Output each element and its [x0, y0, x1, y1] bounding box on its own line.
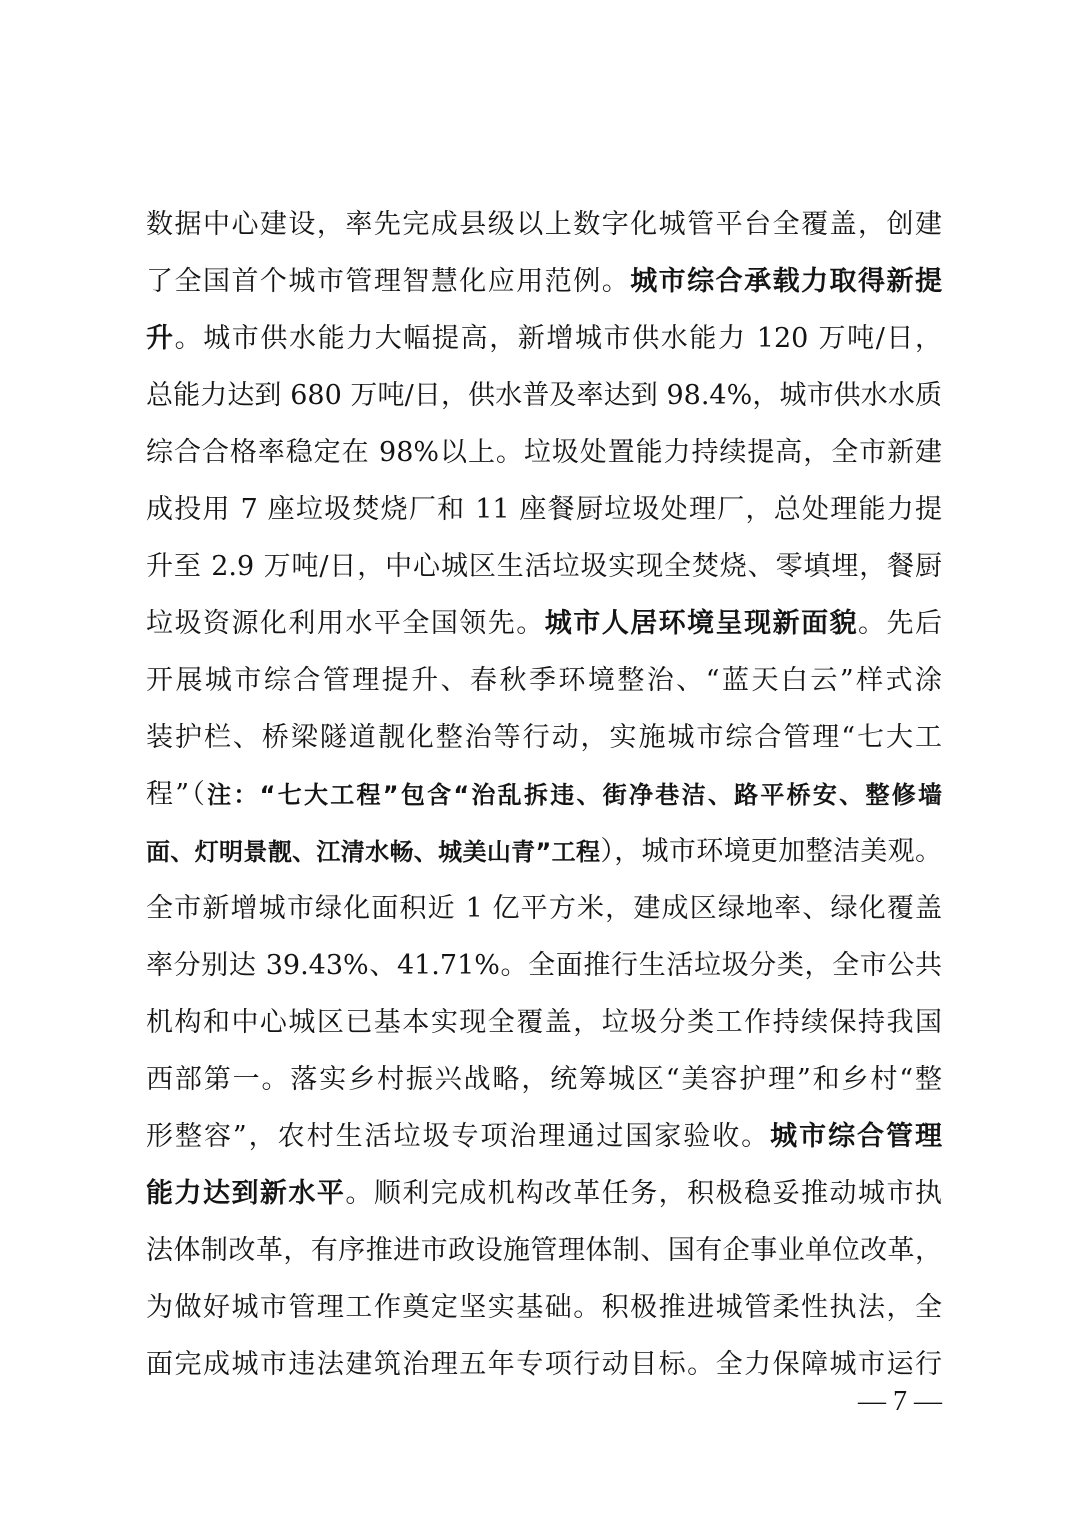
body-text: 程”（: [146, 779, 208, 810]
body-text: 了全国首个城市管理智慧化应用范例。: [146, 266, 631, 297]
text-line: [146, 937, 942, 994]
body-text: 全市新增城市绿化面积近 1 亿平方米，建成区绿地率、绿化覆盖: [146, 893, 942, 924]
body-text: 开展城市综合管理提升、春秋季环境整治、“蓝天白云”样式涂: [146, 665, 942, 696]
body-text: 垃圾资源化利用水平全国领先。: [146, 608, 545, 639]
text-line: [146, 994, 942, 1051]
note-text: 面、灯明景靓、江清水畅、城美山青”工程: [146, 838, 601, 866]
text-line: [146, 253, 942, 310]
text-line: [146, 196, 942, 253]
body-text: ），城市环境更加整洁美观。: [600, 836, 942, 867]
text-line: [146, 1051, 942, 1108]
text-line: [146, 310, 942, 367]
bold-heading-text: 城市综合承载力取得新提: [630, 266, 943, 297]
body-text: 。先后: [858, 608, 943, 639]
body-text: 综合合格率稳定在 98%以上。垃圾处置能力持续提高，全市新建: [146, 437, 942, 468]
body-text: 为做好城市管理工作奠定坚实基础。积极推进城管柔性执法，全: [146, 1292, 942, 1323]
bold-heading-text: 能力达到新水平: [146, 1178, 346, 1209]
body-text: 成投用 7 座垃圾焚烧厂和 11 座餐厨垃圾处理厂，总处理能力提: [146, 494, 942, 525]
body-text: 数据中心建设，率先完成县级以上数字化城管平台全覆盖，创建: [146, 209, 942, 240]
text-line: [146, 481, 942, 538]
body-text: 西部第一。落实乡村振兴战略，统筹城区“美容护理”和乡村“整: [146, 1064, 942, 1095]
note-text: 注：“七大工程”包含“治乱拆违、街净巷洁、路平桥安、整修墙: [207, 781, 942, 809]
bold-heading-text: 升: [146, 323, 175, 354]
text-line: [146, 823, 942, 880]
body-text: 总能力达到 680 万吨/日，供水普及率达到 98.4%，城市供水水质: [146, 380, 942, 411]
text-line: [146, 1165, 942, 1222]
body-text: 。城市供水能力大幅提高，新增城市供水能力 120 万吨/日，: [174, 323, 943, 354]
bold-heading-text: 城市综合管理: [770, 1121, 942, 1152]
body-paragraph: [146, 196, 942, 1393]
body-text: 面完成城市违法建筑治理五年专项行动目标。全力保障城市运行: [146, 1349, 942, 1380]
text-line: [146, 595, 942, 652]
body-text: 法体制改革，有序推进市政设施管理体制、国有企事业单位改革，: [146, 1235, 942, 1266]
text-line: [146, 1336, 942, 1393]
text-line: [146, 652, 942, 709]
body-text: 率分别达 39.43%、41.71%。全面推行生活垃圾分类，全市公共: [146, 950, 942, 981]
body-text: 机构和中心城区已基本实现全覆盖，垃圾分类工作持续保持我国: [146, 1007, 942, 1038]
page-number: — 7 —: [858, 1386, 942, 1417]
body-text: 装护栏、桥梁隧道靓化整治等行动，实施城市综合管理“七大工: [146, 722, 942, 753]
text-line: [146, 709, 942, 766]
text-line: [146, 766, 942, 823]
text-line: [146, 1222, 942, 1279]
text-line: [146, 424, 942, 481]
text-line: [146, 367, 942, 424]
body-text: 。顺利完成机构改革任务，积极稳妥推动城市执: [345, 1178, 943, 1209]
text-line: [146, 1279, 942, 1336]
body-text: 升至 2.9 万吨/日，中心城区生活垃圾实现全焚烧、零填埋，餐厨: [146, 551, 942, 582]
text-line: [146, 1108, 942, 1165]
bold-heading-text: 城市人居环境呈现新面貌: [544, 608, 859, 639]
text-line: [146, 880, 942, 937]
text-line: [146, 538, 942, 595]
body-text: 形整容”，农村生活垃圾专项治理通过国家验收。: [146, 1121, 771, 1152]
